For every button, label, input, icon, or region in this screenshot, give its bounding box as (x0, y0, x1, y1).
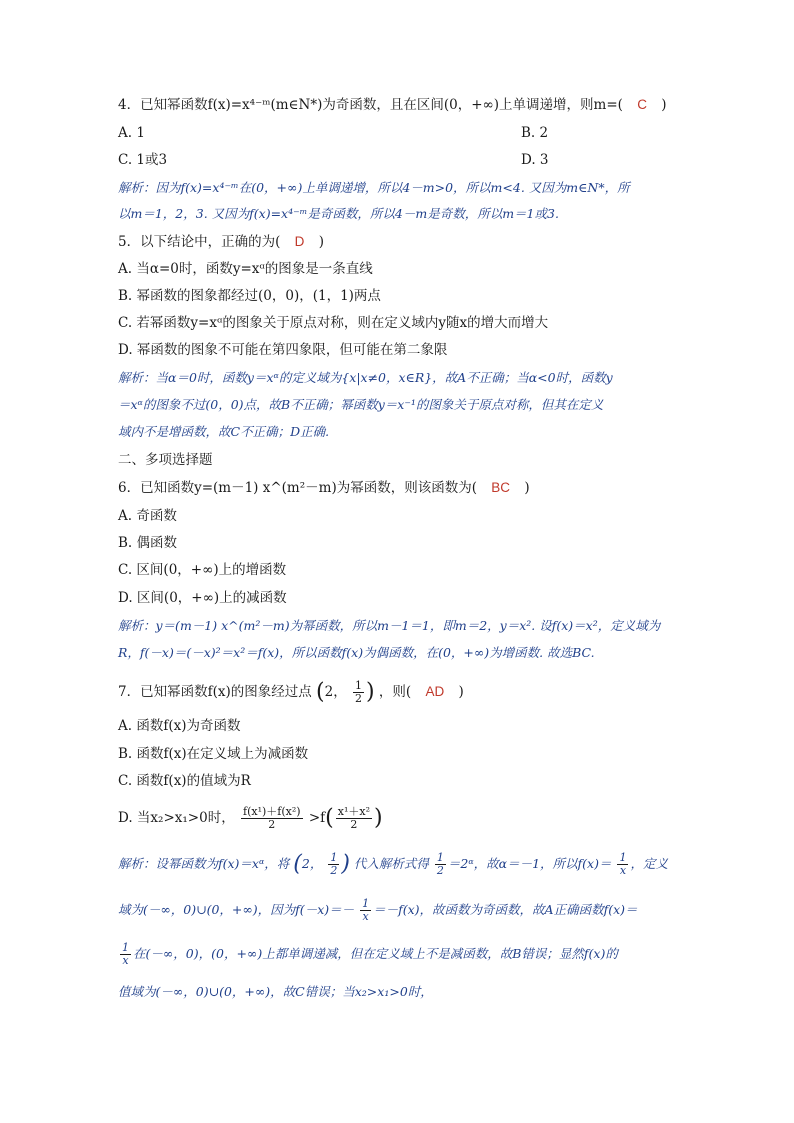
q7-solution-line1: 解析：设幂函数为f(x)＝xᵅ，将 (2， $\frac{1}{2}$ ) 代入解析式得 $\frac{1}{2}$ ＝2ᵅ，故α＝－1，所以f(x)＝ $\frac{1}{x}$ ，定义 (118, 851, 668, 877)
q5-solution-line3: 域内不是增函数，故C不正确；D正确. (118, 424, 330, 439)
q6-option-c: C. 区间(0，+∞)上的增函数 (118, 562, 287, 578)
q4-option-a: A. 1 (118, 125, 145, 141)
q6-option-b: B. 偶函数 (118, 535, 178, 551)
q7-solution-half-fraction: $\frac{1}{2}$ (436, 851, 444, 877)
q5-option-b: B. 幂函数的图象都经过(0，0)，(1，1)两点 (118, 288, 381, 304)
q6-answer: BC (491, 480, 511, 495)
q6-option-d: D. 区间(0，+∞)上的减函数 (118, 590, 287, 606)
q7-stem: 7．已知幂函数f(x)的图象经过点 (2， $\frac{1}{2}$ ) ，则( AD ) (118, 679, 464, 705)
q4-options-row1 (118, 124, 549, 142)
q7-solution-line3: $\frac{1}{x}$ 在(－∞，0)，(0，+∞)上都单调递减，但在定义域上不是减函数，故B错误；显然f(x)的 (122, 941, 618, 967)
q5-stem: 5．以下结论中，正确的为( D ) (118, 234, 324, 250)
q7-answer: AD (425, 684, 445, 699)
q4-stem: 4．已知幂函数f(x)=x⁴⁻ᵐ(m∈N*)为奇函数，且在区间(0，+∞)上单调递增，则m=( C ) (118, 97, 667, 113)
q6-solution-line2: R，f(－x)＝(－x)²＝x²＝f(x)，所以函数f(x)为偶函数，在(0，+∞)为增函数. 故选BC. (118, 645, 595, 660)
q6-stem: 6．已知函数y=(m－1) x^(m²－m)为幂函数，则该函数为( BC ) (118, 480, 530, 496)
q5-answer: D (294, 234, 305, 249)
q7-solution-line4: 值域为(－∞，0)∪(0，+∞)，故C错误；当x₂>x₁>0时， (118, 984, 433, 999)
q7-option-d-fraction2: $\frac{\text{x¹＋x²}}{2}$ (337, 805, 370, 831)
q7-option-d-fraction1: $\frac{\text{f(x¹)＋f(x²)}}{2}$ (243, 805, 301, 831)
q4-option-d: D. 3 (521, 152, 549, 168)
q4-solution-line2: 以m＝1，2，3. 又因为f(x)=x⁴⁻ᵐ是奇函数，所以4－m是奇数，所以m＝1或3. (118, 206, 559, 221)
q7-option-a: A. 函数f(x)为奇函数 (118, 718, 241, 734)
q7-option-b: B. 函数f(x)在定义域上为减函数 (118, 746, 309, 762)
q7-solution-reciprocal-fraction: $\frac{1}{x}$ (619, 851, 627, 877)
q5-option-c: C. 若幂函数y=xᵅ的图象关于原点对称，则在定义域内y随x的增大而增大 (118, 315, 549, 331)
q7-solution-line2: 域为(－∞，0)∪(0，+∞)，因为f(－x)＝－ $\frac{1}{x}$ ＝－f(x)，故函数为奇函数，故A正确函数f(x)＝ (118, 897, 638, 923)
q7-solution-line3-fraction: $\frac{1}{x}$ (122, 941, 129, 967)
q7-solution-point-fraction: $\frac{1}{2}$ (330, 851, 338, 877)
q5-solution-line1: 解析：当α＝0时，函数y＝xᵅ的定义域为{x|x≠0，x∈R}，故A不正确；当α<0时，函数y (118, 370, 613, 385)
q4-solution-line1: 解析：因为f(x)=x⁴⁻ᵐ在(0，+∞)上单调递增，所以4－m>0，所以m<4. 又因为m∈N*，所 (118, 180, 630, 195)
q4-answer: C (637, 97, 647, 112)
q7-point-x: 2， (324, 684, 347, 700)
q4-option-c: C. 1或3 (118, 152, 168, 168)
q4-options-row2 (118, 151, 549, 169)
q4-option-b: B. 2 (521, 125, 549, 141)
q7-point-fraction: $\frac{1}{2}$ (355, 679, 363, 705)
q7-option-c: C. 函数f(x)的值域为R (118, 773, 251, 789)
q5-option-a: A. 当α=0时，函数y=xᵅ的图象是一条直线 (118, 261, 373, 277)
section-heading: 二、多项选择题 (118, 452, 213, 468)
q6-solution-line1: 解析：y＝(m－1) x^(m²－m)为幂函数，所以m－1＝1，即m＝2，y＝x². 设f(x)＝x²，定义域为 (118, 618, 661, 633)
q5-solution-line2: ＝xᵅ的图象不过(0，0)点，故B不正确；幂函数y＝x⁻¹的图象关于原点对称，但其在定义 (118, 397, 604, 412)
q7-option-d: D. 当x₂>x₁>0时， $\frac{\text{f(x¹)＋f(x²)}}{2}$ >f( $\frac{\text{x¹＋x²}}{2}$ ) (118, 805, 383, 831)
q7-solution-neg-reciprocal-fraction: $\frac{1}{x}$ (362, 897, 370, 923)
q6-option-a: A. 奇函数 (118, 508, 177, 524)
q5-option-d: D. 幂函数的图象不可能在第四象限，但可能在第二象限 (118, 342, 448, 358)
